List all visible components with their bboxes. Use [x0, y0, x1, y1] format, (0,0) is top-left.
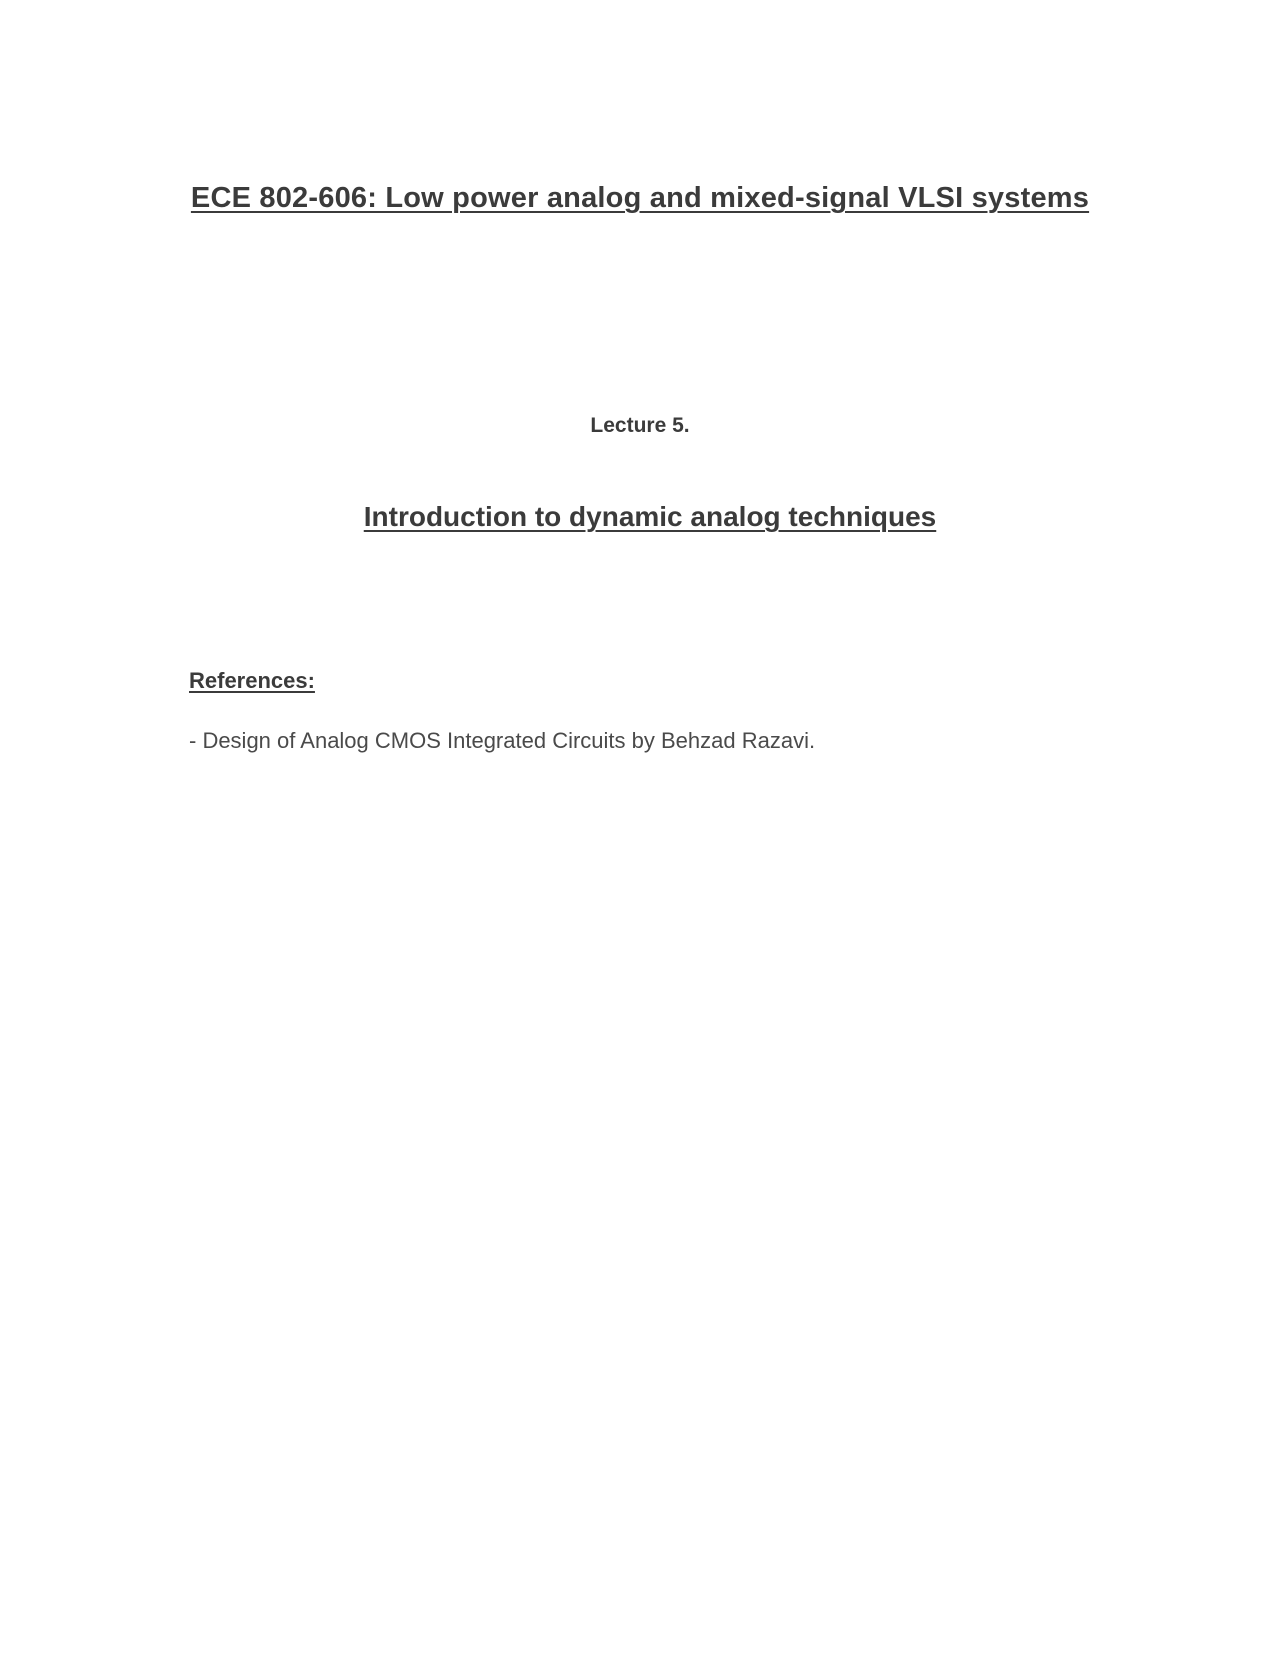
lecture-title: Introduction to dynamic analog techniques [363, 501, 937, 532]
lecture-number: Lecture 5. [590, 414, 690, 437]
reference-list [189, 726, 815, 756]
course-title: ECE 802-606: Low power analog and mixed-signal VLSI systems [190, 182, 1090, 214]
references-heading: References: [189, 668, 315, 693]
reference-item: - Design of Analog CMOS Integrated Circuits by Behzad Razavi. [189, 728, 816, 753]
